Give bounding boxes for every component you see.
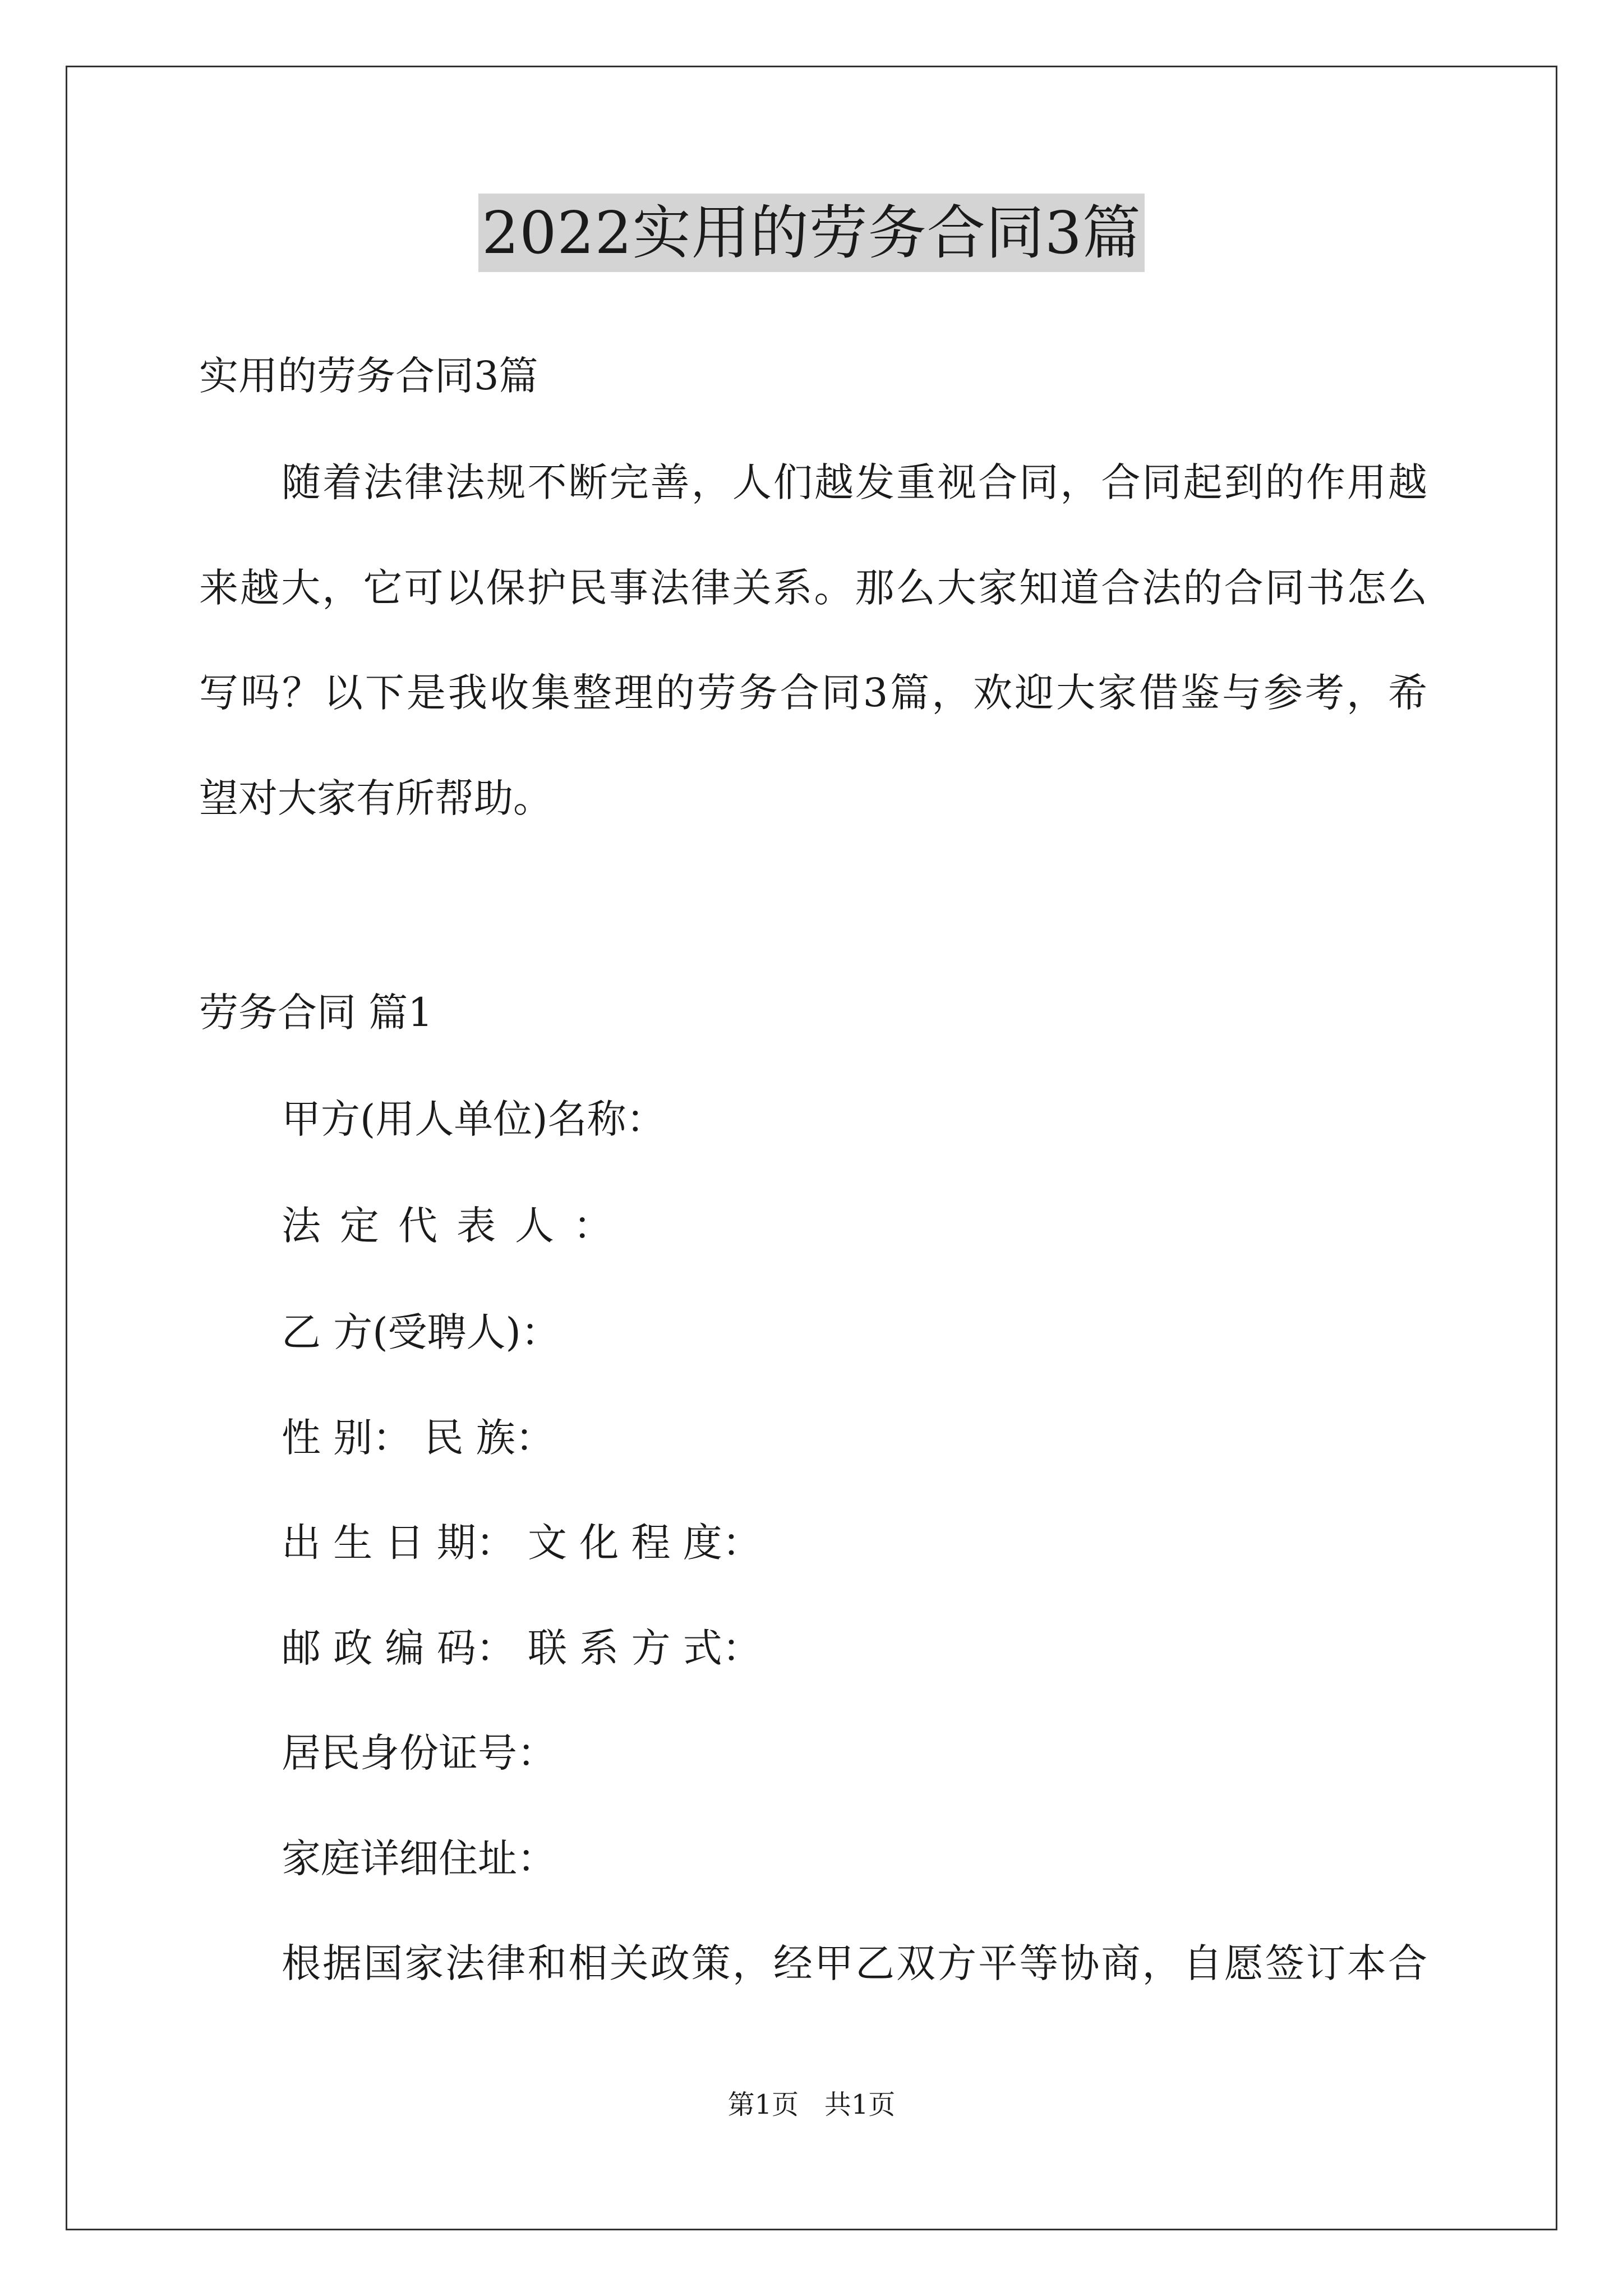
postcode-contact-field: 邮 政 编 码： 联 系 方 式：: [282, 1625, 762, 1671]
section-heading: 劳务合同 篇1: [199, 990, 433, 1036]
legal-representative-field: 法定代表人：: [282, 1203, 631, 1249]
document-subtitle: 实用的劳务合同3篇: [199, 353, 538, 399]
page-number-footer: 第1页 共1页: [727, 2089, 896, 2120]
document-title: 2022实用的劳务合同3篇: [478, 194, 1145, 272]
home-address-field: 家庭详细住址：: [282, 1835, 556, 1881]
party-b-field: 乙 方(受聘人)：: [282, 1309, 560, 1355]
contract-body-line: 根据国家法律和相关政策，经甲乙双方平等协商，自愿签订本合: [282, 1940, 1427, 1986]
intro-line-2: 来越大，它可以保护民事法律关系。那么大家知道合法的合同书怎么: [199, 565, 1427, 611]
party-a-field: 甲方(用人单位)名称：: [282, 1096, 666, 1142]
intro-line-3: 写吗？以下是我收集整理的劳务合同3篇，欢迎大家借鉴与参考，希: [199, 670, 1427, 716]
title-container: [0, 194, 1623, 272]
intro-line-1: 随着法律法规不断完善，人们越发重视合同，合同起到的作用越: [282, 459, 1427, 505]
id-number-field: 居民身份证号：: [282, 1730, 556, 1776]
gender-ethnicity-field: 性 别： 民 族：: [282, 1415, 555, 1461]
birthdate-education-field: 出 生 日 期： 文 化 程 度：: [282, 1520, 762, 1566]
intro-line-4: 望对大家有所帮助。: [199, 775, 552, 821]
